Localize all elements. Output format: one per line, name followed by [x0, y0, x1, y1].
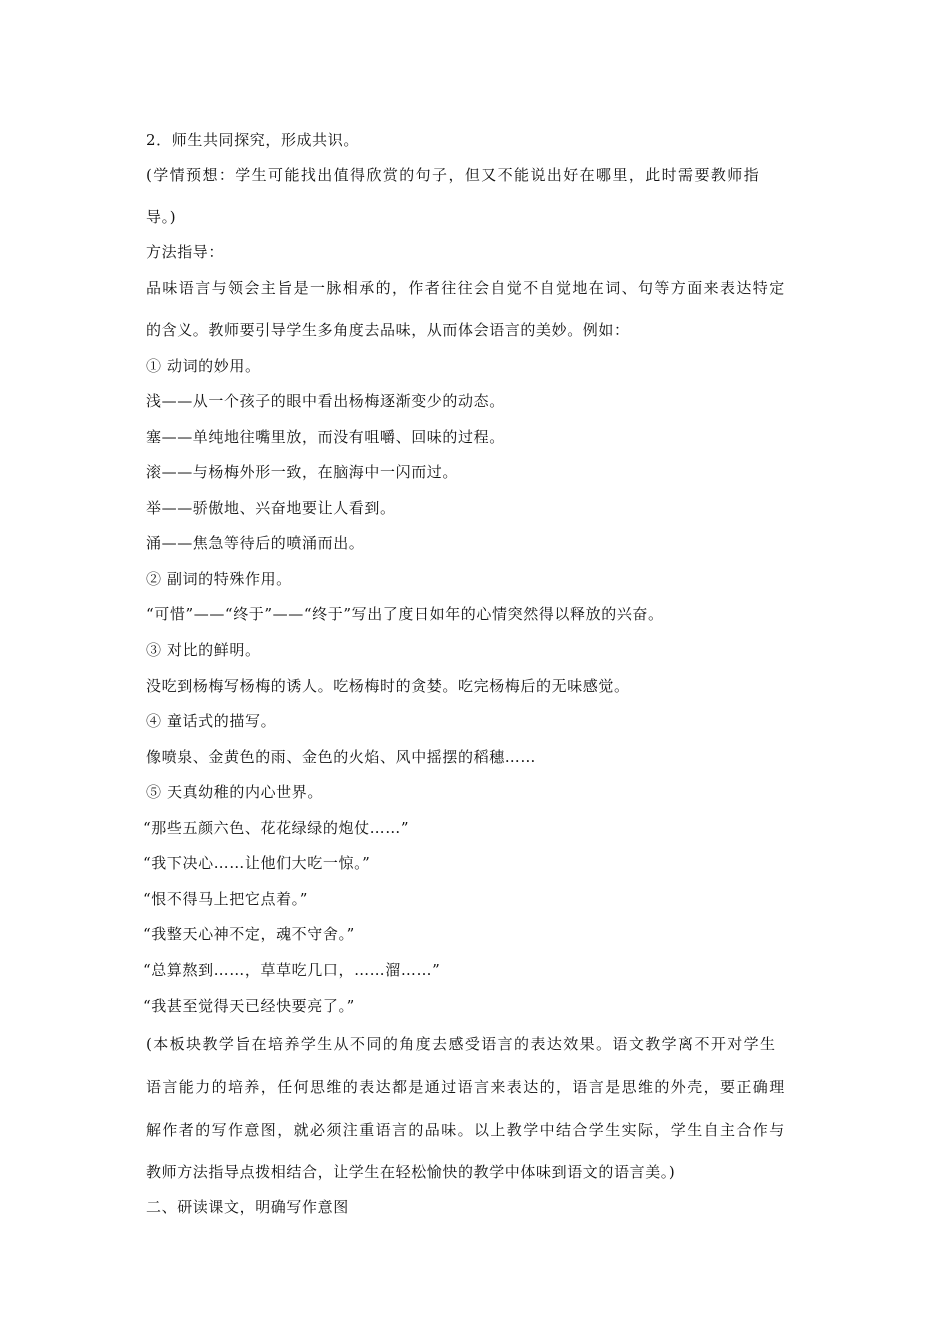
section-heading: 二、研读课文，明确写作意图 [146, 1198, 349, 1216]
quote-line: “那些五颜六色、花花绿绿的炮仗……” [143, 819, 410, 837]
paragraph-line: 教师方法指导点拨相结合，让学生在轻松愉快的教学中体味到语文的语言美。) [146, 1163, 676, 1181]
list-item: 没吃到杨梅写杨梅的诱人。吃杨梅时的贪婪。吃完杨梅后的无味感觉。 [146, 677, 630, 695]
list-item: 塞——单纯地往嘴里放，而没有咀嚼、回味的过程。 [146, 428, 505, 446]
paragraph-line: 语言能力的培养，任何思维的表达都是通过语言来表达的，语言是思维的外壳，要正确理 [146, 1078, 786, 1096]
list-item: “可惜”——“终于”——“终于”写出了度日如年的心情突然得以释放的兴奋。 [146, 605, 664, 623]
quote-line: “我整天心神不定，魂不守舍。” [143, 925, 355, 943]
list-item-heading: ④ 童话式的描写。 [146, 712, 277, 730]
heading-step-2: 2．师生共同探究，形成共识。 [146, 131, 359, 149]
paragraph-line: 的含义。教师要引导学生多角度去品味，从而体会语言的美妙。例如： [146, 321, 630, 339]
list-item: 浅——从一个孩子的眼中看出杨梅逐渐变少的动态。 [146, 392, 505, 410]
quote-line: “我下决心……让他们大吃一惊。” [143, 854, 371, 872]
quote-line: “我甚至觉得天已经快要亮了。” [143, 997, 355, 1015]
quote-line: “总算熬到……，草草吃几口，……溜……” [143, 961, 441, 979]
list-item-heading: ① 动词的妙用。 [146, 357, 261, 375]
paragraph-line: 解作者的写作意图，就必须注重语言的品味。以上教学中结合学生实际，学生自主合作与 [146, 1121, 786, 1139]
list-item: 像喷泉、金黄色的雨、金色的火焰、风中摇摆的稻穗…… [146, 748, 537, 766]
method-heading: 方法指导： [146, 243, 225, 261]
paragraph-line: 导。) [146, 208, 177, 226]
paragraph-line: 品味语言与领会主旨是一脉相承的，作者往往会自觉不自觉地在词、句等方面来表达特定 [146, 279, 786, 297]
list-item: 举——骄傲地、兴奋地要让人看到。 [146, 499, 396, 517]
list-item-heading: ③ 对比的鲜明。 [146, 641, 261, 659]
list-item-heading: ⑤ 天真幼稚的内心世界。 [146, 783, 323, 801]
paragraph-line: (学情预想：学生可能找出值得欣赏的句子，但又不能说出好在哪里，此时需要教师指 [146, 166, 761, 184]
list-item-heading: ② 副词的特殊作用。 [146, 570, 292, 588]
paragraph-line: (本板块教学旨在培养学生从不同的角度去感受语言的表达效果。语文教学离不开对学生 [146, 1035, 777, 1053]
list-item: 涌——焦急等待后的喷涌而出。 [146, 534, 365, 552]
list-item: 滚——与杨梅外形一致，在脑海中一闪而过。 [146, 463, 459, 481]
quote-line: “恨不得马上把它点着。” [143, 890, 309, 908]
